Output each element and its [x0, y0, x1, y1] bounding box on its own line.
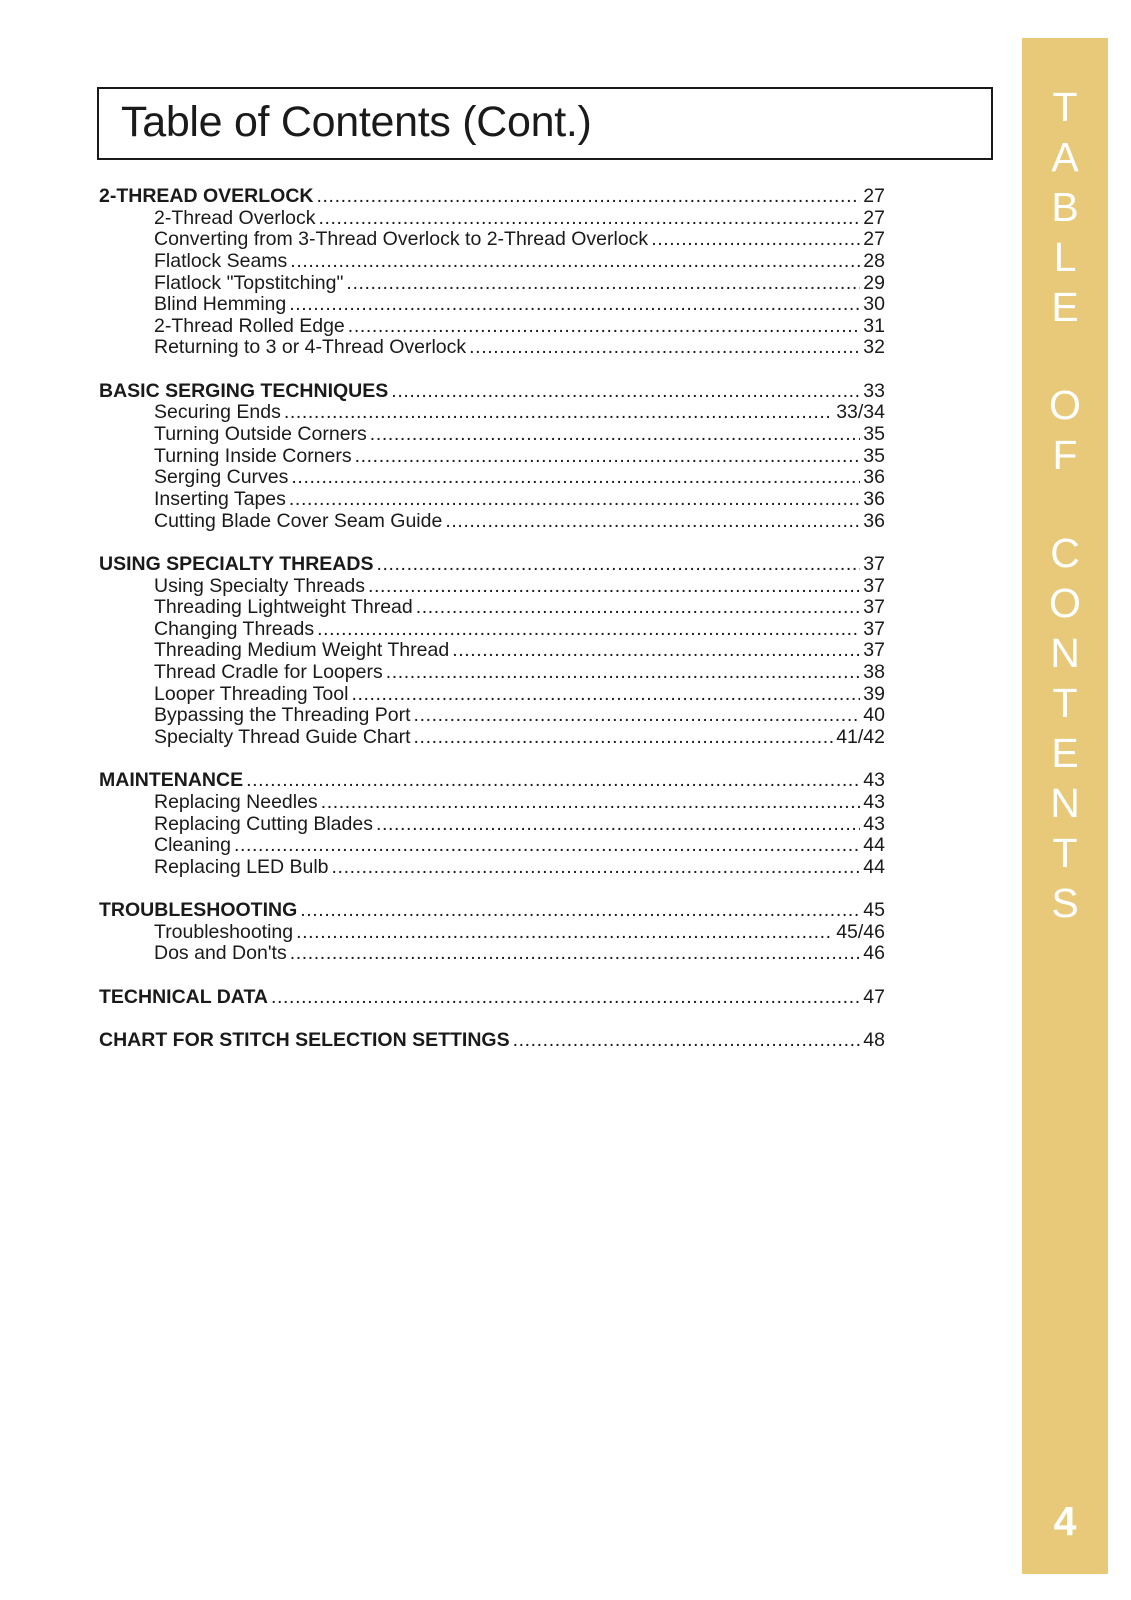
toc-entry-page: 36 — [863, 487, 885, 510]
toc-entry[interactable] — [99, 576, 885, 598]
dot-leader — [289, 489, 860, 511]
toc-section-heading-page: 33 — [863, 379, 885, 402]
toc-entry[interactable] — [99, 619, 885, 641]
toc-section-heading-page: 45 — [863, 899, 885, 922]
toc-entry-label: Threading Medium Weight Thread — [154, 639, 450, 662]
toc-section-heading-label: TECHNICAL DATA — [99, 985, 268, 1008]
toc-section-heading-label: MAINTENANCE — [99, 769, 244, 792]
toc-entry[interactable] — [99, 857, 885, 879]
dot-leader — [376, 554, 860, 576]
toc-entry[interactable] — [99, 424, 885, 446]
section-gap — [99, 749, 885, 771]
toc-entry[interactable] — [99, 467, 885, 489]
section-gap — [99, 965, 885, 987]
sidebar-vertical-title — [1022, 82, 1108, 928]
toc-entry-label: Flatlock Seams — [154, 249, 288, 272]
toc-entry-page: 43 — [863, 790, 885, 813]
toc-entry-label: Cleaning — [154, 834, 231, 857]
toc-entry-page: 38 — [863, 661, 885, 684]
sidebar-word-gap — [1022, 480, 1108, 528]
toc-entry[interactable] — [99, 814, 885, 836]
dot-leader — [376, 814, 860, 836]
toc-entry[interactable] — [99, 943, 885, 965]
toc-entry[interactable] — [99, 229, 885, 251]
toc-entry-label: Bypassing the Threading Port — [154, 704, 411, 727]
dot-leader — [318, 208, 860, 230]
toc-section-heading[interactable] — [99, 1030, 885, 1052]
dot-leader — [296, 922, 833, 944]
toc-entry[interactable] — [99, 208, 885, 230]
toc-entry-label: Troubleshooting — [154, 920, 294, 943]
table-of-contents — [99, 186, 885, 1052]
toc-entry-page: 27 — [863, 228, 885, 251]
toc-entry-label: Replacing LED Bulb — [154, 855, 329, 878]
dot-leader — [414, 727, 834, 749]
toc-entry[interactable] — [99, 835, 885, 857]
toc-entry-label: Flatlock "Topstitching" — [154, 271, 344, 294]
toc-entry-page: 36 — [863, 466, 885, 489]
toc-entry-page: 45/46 — [836, 920, 885, 943]
toc-entry-page: 28 — [863, 249, 885, 272]
sidebar-letter: T — [1052, 680, 1078, 726]
toc-entry-label: Replacing Cutting Blades — [154, 812, 373, 835]
dot-leader — [445, 511, 860, 533]
section-gap — [99, 359, 885, 381]
dot-leader — [513, 1030, 861, 1052]
toc-entry-page: 41/42 — [836, 726, 885, 749]
sidebar-letter: F — [1052, 432, 1078, 478]
toc-entry-label: Turning Inside Corners — [154, 444, 352, 467]
toc-section-heading[interactable] — [99, 186, 885, 208]
toc-entry[interactable] — [99, 446, 885, 468]
toc-section-heading-label: 2-THREAD OVERLOCK — [99, 185, 314, 207]
dot-leader — [317, 619, 860, 641]
sidebar-letter: L — [1053, 234, 1077, 280]
dot-leader — [391, 381, 860, 403]
toc-section-heading[interactable] — [99, 987, 885, 1009]
sidebar-letter: O — [1049, 580, 1081, 626]
sidebar-letter: B — [1051, 184, 1079, 230]
dot-leader — [291, 467, 860, 489]
title-box — [97, 87, 993, 160]
dot-leader — [346, 273, 860, 295]
toc-entry[interactable] — [99, 294, 885, 316]
toc-section-heading-page: 47 — [863, 985, 885, 1008]
toc-entry[interactable] — [99, 402, 885, 424]
toc-entry-page: 46 — [863, 942, 885, 965]
toc-entry-page: 44 — [863, 834, 885, 857]
toc-entry-page: 37 — [863, 574, 885, 597]
sidebar-word-gap — [1022, 332, 1108, 380]
toc-entry-label: Changing Threads — [154, 617, 315, 640]
dot-leader — [351, 684, 860, 706]
toc-entry[interactable] — [99, 705, 885, 727]
sidebar-letter: O — [1049, 382, 1081, 428]
dot-leader — [317, 186, 861, 208]
toc-entry[interactable] — [99, 489, 885, 511]
toc-entry-page: 35 — [863, 423, 885, 446]
toc-entry[interactable] — [99, 922, 885, 944]
sidebar-letter: E — [1051, 730, 1079, 776]
toc-entry-label: Inserting Tapes — [154, 487, 286, 510]
section-tab-sidebar — [1022, 38, 1108, 1574]
sidebar-letter: T — [1052, 84, 1078, 130]
toc-entry-label: Turning Outside Corners — [154, 423, 367, 446]
dot-leader — [370, 424, 861, 446]
section-gap — [99, 1008, 885, 1030]
toc-entry-label: Cutting Blade Cover Seam Guide — [154, 509, 443, 532]
dot-leader — [651, 229, 860, 251]
toc-entry-label: Dos and Don'ts — [154, 942, 287, 965]
toc-entry-page: 36 — [863, 509, 885, 532]
toc-section-heading[interactable] — [99, 554, 885, 576]
toc-entry-page: 37 — [863, 617, 885, 640]
toc-section-heading[interactable] — [99, 381, 885, 403]
dot-leader — [290, 943, 861, 965]
sidebar-letter: A — [1051, 134, 1079, 180]
page-number: 4 — [1053, 1498, 1077, 1544]
toc-entry-label: Blind Hemming — [154, 293, 287, 316]
toc-section-heading[interactable] — [99, 770, 885, 792]
toc-entry-label: Using Specialty Threads — [154, 574, 365, 597]
dot-leader — [386, 662, 861, 684]
dot-leader — [414, 705, 861, 727]
toc-entry-page: 40 — [863, 704, 885, 727]
toc-entry-page: 30 — [863, 293, 885, 316]
toc-entry-page: 29 — [863, 271, 885, 294]
dot-leader — [290, 251, 860, 273]
toc-entry[interactable] — [99, 597, 885, 619]
toc-entry-page: 32 — [863, 336, 885, 359]
toc-entry-page: 35 — [863, 444, 885, 467]
sidebar-letter: E — [1051, 284, 1079, 330]
toc-section-heading[interactable] — [99, 900, 885, 922]
dot-leader — [271, 987, 860, 1009]
dot-leader — [284, 402, 833, 424]
toc-entry[interactable] — [99, 792, 885, 814]
dot-leader — [355, 446, 861, 468]
toc-entry-page: 37 — [863, 639, 885, 662]
toc-section-heading-page: 27 — [863, 185, 885, 207]
toc-entry[interactable] — [99, 511, 885, 533]
toc-entry-label: Returning to 3 or 4-Thread Overlock — [154, 336, 467, 359]
toc-entry[interactable] — [99, 316, 885, 338]
sidebar-letter: N — [1050, 780, 1080, 826]
toc-entry-page: 39 — [863, 682, 885, 705]
sidebar-letter: C — [1050, 530, 1080, 576]
dot-leader — [300, 900, 860, 922]
sidebar-letter: T — [1052, 830, 1078, 876]
toc-entry-label: Securing Ends — [154, 401, 281, 424]
toc-entry-label: Looper Threading Tool — [154, 682, 349, 705]
toc-section-heading-page: 48 — [863, 1028, 885, 1051]
toc-entry[interactable] — [99, 273, 885, 295]
section-gap — [99, 879, 885, 901]
dot-leader — [332, 857, 861, 879]
dot-leader — [246, 770, 860, 792]
toc-entry[interactable] — [99, 684, 885, 706]
toc-section-heading-label: USING SPECIALTY THREADS — [99, 552, 374, 575]
toc-entry-label: Converting from 3-Thread Overlock to 2-Thread Overlock — [154, 228, 649, 251]
section-gap — [99, 532, 885, 554]
toc-entry-page: 33/34 — [836, 401, 885, 424]
toc-entry-page: 27 — [863, 206, 885, 229]
dot-leader — [469, 337, 860, 359]
toc-entry-label: Thread Cradle for Loopers — [154, 661, 383, 684]
toc-entry-page: 37 — [863, 596, 885, 619]
toc-section-heading-page: 37 — [863, 552, 885, 575]
toc-entry-page: 31 — [863, 314, 885, 337]
toc-entry[interactable] — [99, 640, 885, 662]
toc-entry-label: Specialty Thread Guide Chart — [154, 726, 411, 749]
dot-leader — [348, 316, 861, 338]
toc-section-heading-label: CHART FOR STITCH SELECTION SETTINGS — [99, 1028, 510, 1051]
toc-entry[interactable] — [99, 727, 885, 749]
toc-entry[interactable] — [99, 662, 885, 684]
toc-section-heading-label: BASIC SERGING TECHNIQUES — [99, 379, 389, 402]
toc-entry[interactable] — [99, 337, 885, 359]
toc-entry[interactable] — [99, 251, 885, 273]
sidebar-letter: N — [1050, 630, 1080, 676]
toc-entry-label: 2-Thread Rolled Edge — [154, 314, 345, 337]
dot-leader — [321, 792, 861, 814]
toc-entry-page: 44 — [863, 855, 885, 878]
toc-section-heading-label: TROUBLESHOOTING — [99, 899, 298, 922]
dot-leader — [368, 576, 860, 598]
toc-entry-label: Replacing Needles — [154, 790, 318, 813]
toc-entry-label: Threading Lightweight Thread — [154, 596, 413, 619]
toc-section-heading-page: 43 — [863, 769, 885, 792]
dot-leader — [234, 835, 860, 857]
toc-entry-page: 43 — [863, 812, 885, 835]
toc-entry-label: 2-Thread Overlock — [154, 206, 316, 229]
page-title: Table of Contents (Cont.) — [121, 98, 592, 146]
dot-leader — [289, 294, 860, 316]
dot-leader — [416, 597, 861, 619]
sidebar-letter: S — [1051, 880, 1079, 926]
toc-entry-label: Serging Curves — [154, 466, 289, 489]
dot-leader — [452, 640, 860, 662]
